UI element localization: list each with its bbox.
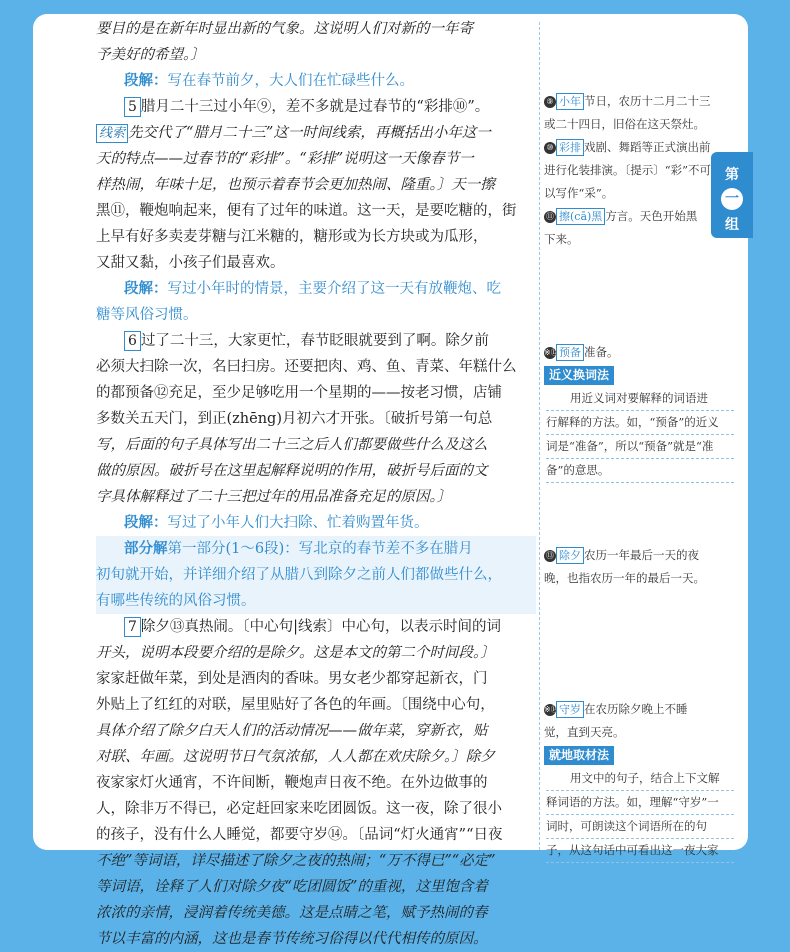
- method-text-line: 备”的意思。: [546, 459, 734, 483]
- text-line: [96, 926, 536, 952]
- text-line: [96, 874, 536, 900]
- text-line: [96, 562, 536, 588]
- text-line: [96, 250, 536, 276]
- note-term: 守岁: [556, 701, 584, 718]
- note-line: [544, 721, 734, 744]
- tab-circle-char: 一: [721, 188, 743, 210]
- note-text: 晚，也指农历一年的最后一天。: [544, 571, 705, 585]
- line-text: 的孩子，没有什么人睡觉，都要守岁⑭。〔品词“灯火通宵”“日夜: [96, 827, 503, 843]
- text-line: [96, 848, 536, 874]
- column-divider: [539, 22, 540, 850]
- text-line: [96, 198, 536, 224]
- line-text: 开头，说明本段要介绍的是除夕。这是本文的第二个时间段。〕: [96, 645, 495, 661]
- note-term: 小年: [556, 93, 584, 110]
- line-text: 写过了小年人们大扫除、忙着购置年货。: [167, 515, 429, 531]
- note-number: ※⑫: [544, 348, 559, 357]
- main-text-column: [96, 16, 536, 952]
- note-line: [544, 205, 734, 228]
- paragraph-number: 6: [124, 331, 141, 351]
- line-text: 又甜又黏，小孩子们最喜欢。: [96, 255, 285, 271]
- tab-top-char: 第: [725, 167, 739, 183]
- line-text: 多数关五天门，到正(zhēng)月初六才开张。〔破折号第一句总: [96, 411, 493, 427]
- note-line: [544, 341, 734, 364]
- side-notes-group-4: [544, 698, 734, 863]
- text-line: [96, 614, 536, 640]
- note-text: 下来。: [544, 232, 579, 246]
- line-text: 浓浓的亲情，浸润着传统美德。这是点睛之笔，赋予热闹的春: [96, 905, 488, 921]
- note-line: [544, 113, 734, 136]
- line-text: 写过小年时的情景，主要介绍了这一天有放鞭炮、吃: [167, 281, 501, 297]
- note-line: [544, 159, 734, 182]
- method-badge-context: 就地取材法: [544, 746, 614, 765]
- line-text: 有哪些传统的风俗习惯。: [96, 593, 256, 609]
- note-line: [544, 136, 734, 159]
- line-text: 予美好的希望。〕: [96, 47, 205, 63]
- note-text: 在农历除夕晚上不睡: [584, 702, 688, 716]
- text-line: [96, 42, 536, 68]
- text-line: [96, 172, 536, 198]
- text-line: [96, 900, 536, 926]
- text-line: [96, 16, 536, 42]
- note-line: [544, 567, 734, 590]
- paragraph-number: 7: [124, 617, 141, 637]
- text-line: [96, 666, 536, 692]
- method-badge-synonym: 近义换词法: [544, 366, 614, 385]
- line-text: 腊月二十三过小年⑨，差不多就是过春节的“彩排⑩”。: [140, 99, 490, 115]
- text-line: [96, 328, 536, 354]
- text-line: [96, 510, 536, 536]
- note-term: 预备: [556, 344, 584, 361]
- method-text-line: 用近义词对要解释的词语进: [546, 387, 734, 411]
- line-text: 人，除非万不得已，必定赶回家来吃团圆饭。这一夜，除了很小: [96, 801, 502, 817]
- note-number: ⑩: [544, 142, 556, 154]
- line-text: 样热闹，年味十足，也预示着春节会更加热闹、隆重。〕天一擦: [96, 177, 495, 193]
- line-text: 糖等风俗习惯。: [96, 307, 198, 323]
- tab-bottom-char: 组: [725, 217, 739, 233]
- note-line: [544, 228, 734, 251]
- text-line: [96, 484, 536, 510]
- text-line: [96, 692, 536, 718]
- note-line: [544, 544, 734, 567]
- note-text: 戏剧、舞蹈等正式演出前: [584, 140, 711, 154]
- text-line: [96, 822, 536, 848]
- line-text: 写，后面的句子具体写出二十三之后人们都要做些什么及这么: [96, 437, 488, 453]
- line-text: 初旬就开始，并详细介绍了从腊八到除夕之前人们都做些什么，: [96, 567, 502, 583]
- text-line: [96, 94, 536, 120]
- line-text: 夜家家灯火通宵，不许间断，鞭炮声日夜不绝。在外边做事的: [96, 775, 488, 791]
- note-text: 节日，农历十二月二十三: [584, 94, 711, 108]
- line-text: 做的原因。破折号在这里起解释说明的作用，破折号后面的文: [96, 463, 488, 479]
- text-line: [96, 744, 536, 770]
- text-line: [96, 354, 536, 380]
- text-line: [96, 588, 536, 614]
- note-line: [544, 90, 734, 113]
- text-line: [96, 718, 536, 744]
- note-text: 准备。: [584, 345, 619, 359]
- line-text: 天的特点——过春节的“彩排”。“彩排”说明这一天像春节一: [96, 151, 474, 167]
- note-number: ⑬: [546, 551, 554, 560]
- line-text: 具体介绍了除夕白天人们的活动情况——做年菜，穿新衣，贴: [96, 723, 488, 739]
- side-notes-group-3: [544, 544, 734, 590]
- line-text: 过了二十三，大家更忙，春节眨眼就要到了啊。除夕前: [140, 333, 489, 349]
- method-text-line: 子，从这句话中可看出这一夜大家: [546, 839, 734, 863]
- section-label: 段解：: [124, 73, 168, 89]
- section-label: 段解：: [124, 515, 168, 531]
- note-term: 擦(cā)黑: [556, 208, 605, 225]
- note-term: 除夕: [556, 547, 584, 564]
- paragraph-number: 5: [124, 97, 141, 117]
- text-line: [96, 770, 536, 796]
- note-line: [544, 698, 734, 721]
- note-text: 农历一年最后一天的夜: [584, 548, 699, 562]
- line-text: 家家赶做年菜，到处是酒肉的香味。男女老少都穿起新衣，门: [96, 671, 488, 687]
- annotation-tag: 线索: [96, 124, 128, 143]
- section-label: 段解：: [124, 281, 168, 297]
- text-line: [96, 640, 536, 666]
- text-line: [96, 276, 536, 302]
- section-label: 部分解: [124, 541, 168, 557]
- line-text: 要目的是在新年时显出新的气象。这说明人们对新的一年寄: [96, 21, 473, 37]
- line-text: 上早有好多卖麦芽糖与江米糖的，糖形或为长方块或为瓜形，: [96, 229, 488, 245]
- method-text-line: 词时，可朗读这个词语所在的句: [546, 815, 734, 839]
- side-notes-group-2: [544, 341, 734, 483]
- text-line: [96, 432, 536, 458]
- text-line: [96, 796, 536, 822]
- text-line: [96, 380, 536, 406]
- side-notes-group-1: [544, 90, 734, 251]
- line-text: 必须大扫除一次，名曰扫房。还要把肉、鸡、鱼、青菜、年糕什么: [96, 359, 517, 375]
- note-text: 以写作“采”。: [544, 186, 614, 200]
- line-text: 等词语，诠释了人们对除夕夜“吃团圆饭”的重视，这里饱含着: [96, 879, 488, 895]
- line-text: 黑⑪，鞭炮响起来，便有了过年的味道。这一天，是要吃糖的，街: [96, 203, 517, 219]
- line-text: 先交代了“腊月二十三”这一时间线索，再概括出小年这一: [128, 125, 491, 141]
- text-line: [96, 458, 536, 484]
- text-line: [96, 120, 536, 146]
- text-line: [96, 68, 536, 94]
- line-text: 外贴上了红红的对联，屋里贴好了各色的年画。〔围绕中心句，: [96, 697, 495, 713]
- note-text: 或二十四日，旧俗在这天祭灶。: [544, 117, 705, 131]
- method-text-line: 行解释的方法。如，“预备”的近义: [546, 411, 734, 435]
- note-text: 进行化装排演。〔提示〕“彩”不可: [544, 163, 712, 177]
- text-line: [96, 536, 536, 562]
- line-text: 的都预备⑫充足，至少足够吃用一个星期的——按老习惯，店铺: [96, 385, 502, 401]
- line-text: 对联、年画。这说明节日气氛浓郁，人人都在欢庆除夕。〕除夕: [96, 749, 495, 765]
- line-text: 除夕⑬真热闹。〔中心句|线索〕中心句，以表示时间的词: [140, 619, 502, 635]
- method-text-line: 释词语的方法。如，理解“守岁”一: [546, 791, 734, 815]
- note-number: ⑨: [544, 96, 556, 108]
- method-text-line: 用文中的句子，结合上下文解: [546, 767, 734, 791]
- line-text: 节以丰富的内涵，这也是春节传统习俗得以代代相传的原因。: [96, 931, 488, 947]
- note-term: 彩排: [556, 139, 584, 156]
- text-line: [96, 302, 536, 328]
- line-text: 写在春节前夕，大人们在忙碌些什么。: [167, 73, 414, 89]
- note-text: 方言。天色开始黑: [605, 209, 698, 223]
- text-line: [96, 406, 536, 432]
- text-line: [96, 146, 536, 172]
- book-page: [33, 14, 748, 947]
- line-text: 字具体解释过了二十三把过年的用品准备充足的原因。〕: [96, 489, 452, 505]
- line-text: 第一部分(1～6段)：写北京的春节差不多在腊月: [167, 541, 473, 557]
- line-text: 不绝”等词语，详尽描述了除夕之夜的热闹；“万不得已”“必定”: [96, 853, 496, 869]
- text-line: [96, 224, 536, 250]
- note-line: [544, 182, 734, 205]
- note-text: 觉，直到天亮。: [544, 725, 625, 739]
- method-text-line: 词是“准备”，所以“预备”就是“准: [546, 435, 734, 459]
- note-number: ※⑭: [544, 705, 559, 714]
- chapter-tab[interactable]: [711, 152, 753, 238]
- note-number: ⑪: [546, 212, 554, 221]
